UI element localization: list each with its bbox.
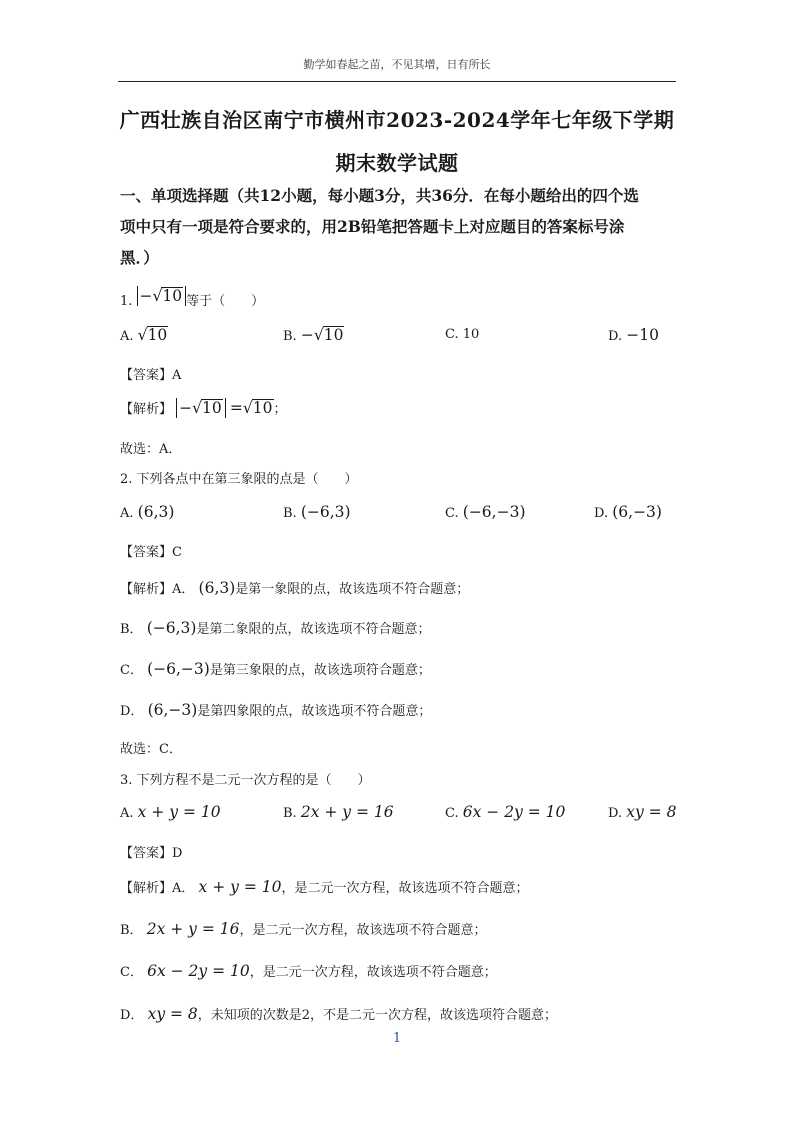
- question-1-answer: 【答案】A: [120, 368, 182, 383]
- page-header-motto: 勤学如春起之苗，不见其增，日有所长: [303, 58, 491, 71]
- math-radicand: 10: [147, 326, 168, 344]
- question-2-option-c: C. (−6,−3): [445, 503, 526, 521]
- math-radicand: 10: [323, 326, 344, 344]
- section-instructions-line2: 项中只有一项是符合要求的，用2B铅笔把答题卡上对应题目的答案标号涂: [120, 217, 625, 236]
- question-2-analysis-d: D． (6,−3)是第四象限的点，故该选项不符合题意；: [120, 701, 432, 719]
- section-instructions-line1: 一、单项选择题（共12小题，每小题3分，共36分．在每小题给出的四个选: [120, 186, 639, 205]
- math-radicand: 10: [162, 287, 183, 305]
- question-3-analysis-a: 【解析】A． x + y = 10，是二元一次方程，故该选项不符合题意；: [120, 878, 529, 896]
- question-1-stem: [120, 286, 264, 309]
- question-3-analysis-b: B． 2x + y = 16，是二元一次方程，故该选项不符合题意；: [120, 920, 487, 938]
- question-2-stem: 2. 下列各点中在第三象限的点是（ ）: [120, 472, 358, 487]
- header-divider: [118, 81, 676, 82]
- question-2-option-d: D. (6,−3): [594, 503, 662, 521]
- question-3-option-b: B. 2x + y = 16: [283, 803, 394, 821]
- question-1-conclusion: 故选：A．: [120, 442, 182, 457]
- document-title-line1: 广西壮族自治区南宁市横州市2023-2024学年七年级下学期: [119, 108, 675, 132]
- question-2-option-a: A. (6,3): [120, 503, 175, 521]
- question-2-option-b: B. (−6,3): [283, 503, 351, 521]
- question-1-analysis: 【解析】 −√10 =√10；: [120, 399, 287, 417]
- question-3-option-a: A. x + y = 10: [120, 803, 221, 821]
- question-2-analysis-c: C． (−6,−3)是第三象限的点，故该选项符合题意；: [120, 660, 431, 678]
- question-3-analysis-d: D． xy = 8，未知项的次数是2，不是二元一次方程，故该选项符合题意；: [120, 1005, 558, 1023]
- question-stem-text: 等于（ ）: [186, 294, 265, 309]
- page-number: 1: [392, 1031, 402, 1046]
- question-2-answer: 【答案】C: [120, 545, 182, 560]
- question-1-option-c: C. 10: [445, 327, 480, 342]
- question-3-option-d: D. xy = 8: [608, 803, 677, 821]
- document-title-line2: 期末数学试题: [335, 151, 459, 175]
- question-2-analysis-a: 【解析】A． (6,3)是第一象限的点，故该选项不符合题意；: [120, 579, 470, 597]
- question-3-stem: 3. 下列方程不是二元一次方程的是（ ）: [120, 773, 371, 788]
- question-3-analysis-c: C． 6x − 2y = 10，是二元一次方程，故该选项不符合题意；: [120, 962, 497, 980]
- question-2-analysis-b: B． (−6,3)是第二象限的点，故该选项不符合题意；: [120, 619, 431, 637]
- question-1-option-a: A. √10: [120, 326, 168, 344]
- question-1-option-d: D. −10: [608, 326, 659, 344]
- question-3-option-c: C. 6x − 2y = 10: [445, 803, 566, 821]
- question-2-conclusion: 故选：C．: [120, 742, 182, 757]
- question-number: 1.: [120, 294, 133, 309]
- section-instructions-line3: 黑．）: [120, 248, 159, 267]
- math-absolute-value: −√10: [137, 286, 187, 306]
- question-1-option-b: B. −√10: [283, 326, 344, 344]
- question-3-answer: 【答案】D: [120, 846, 183, 861]
